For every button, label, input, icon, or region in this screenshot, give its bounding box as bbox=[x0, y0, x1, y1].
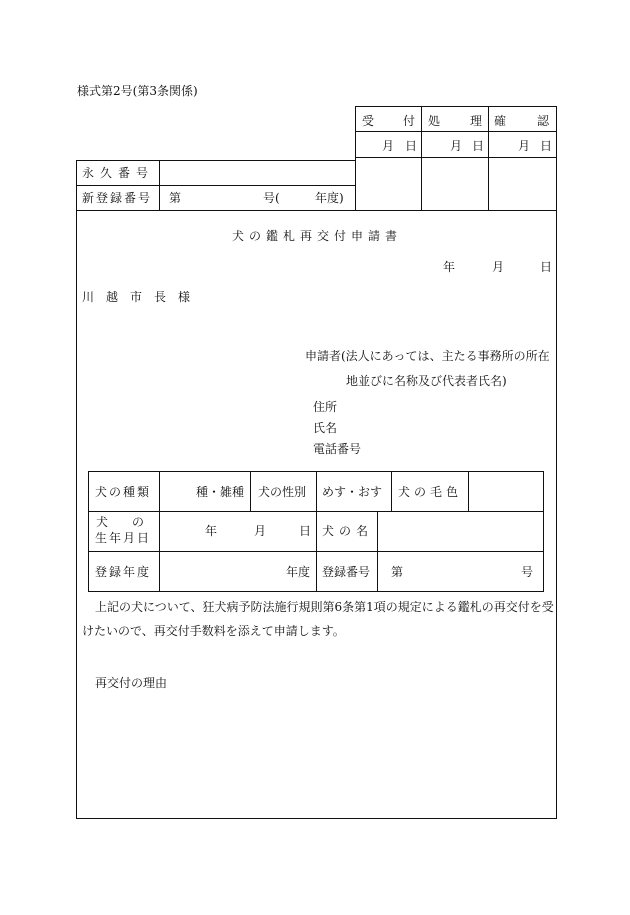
new-reg-go: 号( bbox=[263, 191, 280, 205]
permanent-number-label: 永久番号 bbox=[82, 166, 155, 180]
new-registration-label: 新登録番号 bbox=[82, 191, 153, 205]
body-text-line-2: けたいので、再交付手数料を添えて申請します。 bbox=[82, 624, 345, 638]
reissue-reason-field[interactable] bbox=[82, 695, 550, 810]
sex-value[interactable]: めす・おす bbox=[322, 485, 383, 499]
birthdate-label-line1: 犬 の bbox=[96, 515, 145, 529]
registration-number-go: 号 bbox=[521, 565, 534, 579]
confirm-day: 日 bbox=[540, 139, 553, 153]
dog-name-field[interactable] bbox=[378, 512, 542, 550]
breed-label: 犬の種類 bbox=[95, 485, 152, 499]
new-reg-nendo: 年度) bbox=[315, 191, 344, 205]
birthdate-label-line2: 生年月日 bbox=[95, 531, 152, 545]
receipt-label-right: 付 bbox=[403, 114, 416, 128]
applicant-name-label: 氏名 bbox=[313, 421, 338, 435]
form-title: 犬の鑑札再交付申請書 bbox=[232, 229, 403, 243]
addressee: 川越市長様 bbox=[82, 290, 203, 304]
processing-label-left: 処 bbox=[428, 114, 441, 128]
receipt-label-left: 受 bbox=[362, 114, 375, 128]
birth-month: 月 bbox=[254, 524, 267, 538]
receipt-month: 月 bbox=[382, 139, 395, 153]
new-reg-dai: 第 bbox=[169, 191, 182, 205]
date-day: 日 bbox=[540, 260, 553, 274]
dog-name-label: 犬の名 bbox=[322, 524, 374, 538]
processing-month: 月 bbox=[450, 139, 463, 153]
applicant-line-1: 申請者(法人にあっては、主たる事務所の所在 bbox=[305, 349, 550, 363]
date-month: 月 bbox=[492, 260, 505, 274]
sex-label: 犬の性別 bbox=[258, 485, 307, 499]
registration-number-dai: 第 bbox=[391, 565, 404, 579]
receipt-day: 日 bbox=[405, 139, 418, 153]
registration-year-value: 年度 bbox=[286, 565, 311, 579]
registration-year-label: 登録年度 bbox=[95, 565, 152, 579]
form-number-label: 様式第2号(第3条関係) bbox=[77, 84, 198, 98]
confirm-month: 月 bbox=[518, 139, 531, 153]
reissue-reason-label: 再交付の理由 bbox=[95, 676, 168, 690]
coat-color-field[interactable] bbox=[469, 472, 542, 510]
permanent-number-field[interactable] bbox=[161, 161, 354, 184]
coat-color-label: 犬の毛色 bbox=[398, 485, 463, 499]
birth-year: 年 bbox=[205, 524, 218, 538]
registration-number-label: 登録番号 bbox=[322, 565, 371, 579]
applicant-line-2: 地並びに名称及び代表者氏名) bbox=[346, 374, 507, 388]
applicant-phone-label: 電話番号 bbox=[313, 442, 362, 456]
processing-day: 日 bbox=[472, 139, 485, 153]
confirm-label-right: 認 bbox=[537, 114, 550, 128]
processing-label-mid: 理 bbox=[470, 114, 483, 128]
date-year: 年 bbox=[443, 260, 456, 274]
body-text-line-1: 上記の犬について、狂犬病予防法施行規則第6条第1項の規定による鑑札の再交付を受 bbox=[95, 600, 554, 614]
applicant-address-label: 住所 bbox=[313, 400, 338, 414]
breed-value[interactable]: 種・雑種 bbox=[196, 485, 245, 499]
confirm-label-left: 確 bbox=[494, 114, 507, 128]
birth-day: 日 bbox=[299, 524, 312, 538]
